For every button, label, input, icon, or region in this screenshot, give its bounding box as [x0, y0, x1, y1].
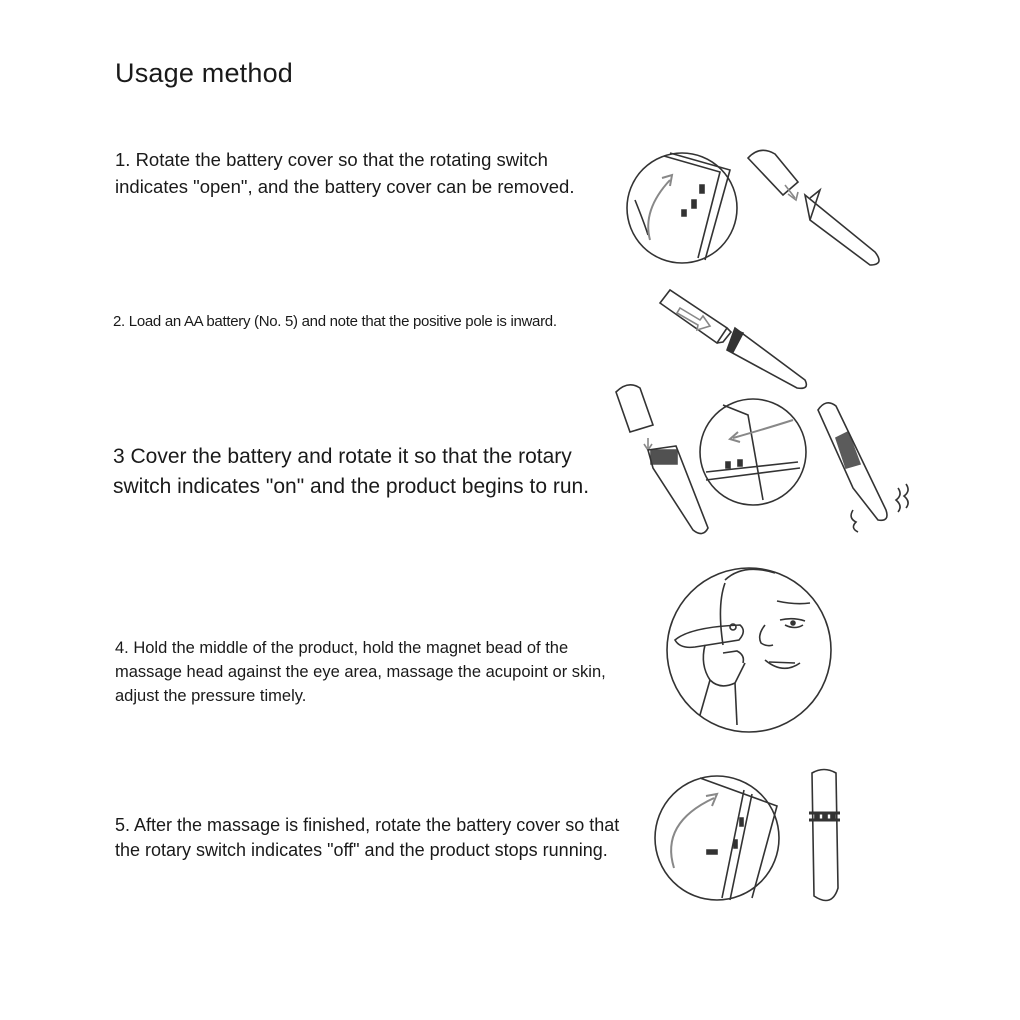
switch-closeup-circle	[700, 399, 806, 505]
step-2-text: 2. Load an AA battery (No. 5) and note that the positive pole is inward.	[113, 313, 557, 330]
battery-cover	[748, 150, 798, 195]
step-4-text: 4. Hold the middle of the product, hold the magnet bead of the massage head against the eye area, massage the acupoint or skin, adjust the pressure timely.	[115, 639, 606, 705]
massager-in-hand	[675, 625, 743, 647]
massager-body	[805, 195, 879, 265]
battery-cover	[616, 385, 653, 432]
step-5-text: 5. After the massage is finished, rotate the battery cover so that the rotary switch indicates "off" and the product stops running.	[115, 815, 620, 860]
step-1-illustration	[620, 140, 900, 275]
step-3-text: 3 Cover the battery and rotate it so that the rotary switch indicates "on" and the product begins to run.	[113, 445, 590, 498]
step-1-text: 1. Rotate the battery cover so that the rotating switch indicates "open", and the battery cover can be removed.	[115, 149, 575, 197]
step-2-illustration	[655, 288, 815, 393]
step-3-illustration	[608, 380, 918, 540]
step-5-illustration	[652, 768, 852, 908]
page-title: Usage method	[115, 58, 294, 88]
switch-closeup-circle	[627, 153, 737, 263]
step-4-illustration	[665, 565, 835, 735]
face-circle	[667, 568, 831, 732]
massager-standing	[812, 770, 838, 901]
